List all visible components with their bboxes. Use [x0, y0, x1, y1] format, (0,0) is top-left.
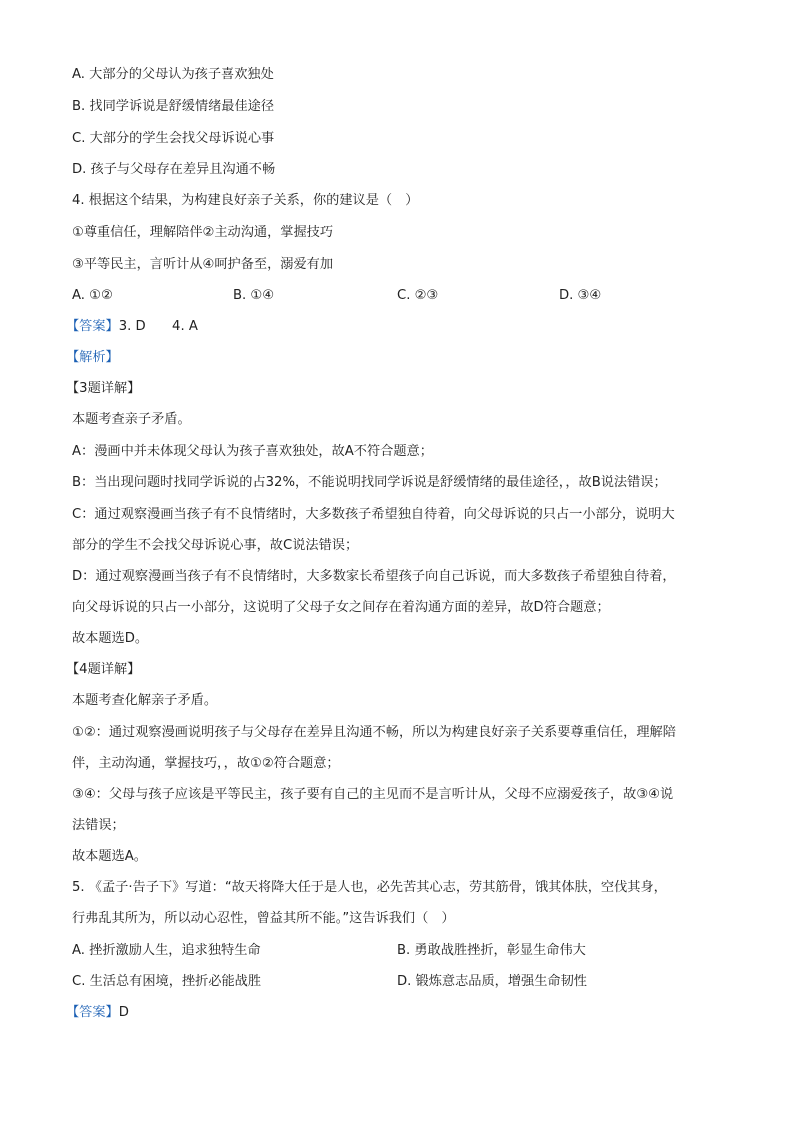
q5-stem-line-1: 5. 《孟子·告子下》写道：“故天将降大任于是人也，必先苦其心志，劳其筋骨，饿其体肤，空伐其身， [72, 880, 667, 895]
q4-option-b: B. ①④ [233, 288, 275, 303]
q5-stem-line-2: 行弗乱其所为，所以动心忍性，曾益其所不能。”这告诉我们（ ） [72, 911, 455, 926]
answer-tag: 【答案】 [66, 1005, 119, 1020]
q3-option-b: B. 找同学诉说是舒缓情绪最佳途径 [72, 99, 275, 114]
detail3-line: 故本题选D。 [72, 631, 149, 646]
q4-option-c: C. ②③ [397, 288, 439, 303]
detail3-line: 向父母诉说的只占一小部分，这说明了父母子女之间存在着沟通方面的差异，故D符合题意； [72, 600, 610, 615]
q4-stem: 4. 根据这个结果，为构建良好亲子关系，你的建议是（ ） [72, 193, 419, 208]
detail3-heading: 【3题详解】 [66, 381, 141, 396]
q5-option-b: B. 勇敢战胜挫折，彰显生命伟大 [397, 943, 586, 958]
detail4-line: 故本题选A。 [72, 849, 147, 864]
detail3-line: B：当出现问题时找同学诉说的占32%，不能说明找同学诉说是舒缓情绪的最佳途径，，故B说法错误； [72, 475, 667, 490]
q4-option-d: D. ③④ [559, 288, 602, 303]
detail4-line: ①②：通过观察漫画说明孩子与父母存在差异且沟通不畅，所以为构建良好亲子关系要尊重信任，理解陪 [72, 725, 676, 740]
analysis-tag: 【解析】 [66, 350, 119, 365]
detail3-line: 本题考查亲子矛盾。 [72, 412, 191, 427]
answer-5 [66, 1003, 129, 1023]
q5-option-d: D. 锻炼意志品质，增强生命韧性 [397, 974, 587, 989]
answer-text: 3. D 4. A [118, 319, 198, 334]
q4-option-a: A. ①② [72, 288, 113, 303]
detail3-line: D：通过观察漫画当孩子有不良情绪时，大多数家长希望孩子向自己诉说，而大多数孩子希望独自待着， [72, 569, 676, 584]
q5-option-c: C. 生活总有困境，挫折必能战胜 [72, 974, 262, 989]
q3-option-d: D. 孩子与父母存在差异且沟通不畅 [72, 162, 276, 177]
q4-item-1: ①尊重信任，理解陪伴②主动沟通，掌握技巧 [72, 225, 334, 240]
q4-item-2: ③平等民主，言听计从④呵护备至，溺爱有加 [72, 257, 334, 272]
detail4-heading: 【4题详解】 [66, 662, 141, 677]
q5-option-a: A. 挫折激励人生，追求独特生命 [72, 943, 261, 958]
detail3-line: A：漫画中并未体现父母认为孩子喜欢独处，故A不符合题意； [72, 444, 433, 459]
q3-option-c: C. 大部分的学生会找父母诉说心事 [72, 131, 275, 146]
detail4-line: 法错误； [72, 818, 125, 833]
answer-tag: 【答案】 [66, 319, 119, 334]
answer-text: D [118, 1005, 129, 1020]
answer-34 [66, 317, 198, 337]
detail4-line: ③④：父母与孩子应该是平等民主，孩子要有自己的主见而不是言听计从，父母不应溺爱孩子，故③④说 [72, 787, 674, 802]
detail4-line: 本题考查化解亲子矛盾。 [72, 693, 218, 708]
detail3-line: C：通过观察漫画当孩子有不良情绪时，大多数孩子希望独自待着，向父母诉说的只占一小部分，说明大 [72, 507, 675, 522]
detail3-line: 部分的学生不会找父母诉说心事，故C说法错误； [72, 538, 359, 553]
detail4-line: 伴，主动沟通，掌握技巧，，故①②符合题意； [72, 756, 340, 771]
q3-option-a: A. 大部分的父母认为孩子喜欢独处 [72, 67, 274, 82]
